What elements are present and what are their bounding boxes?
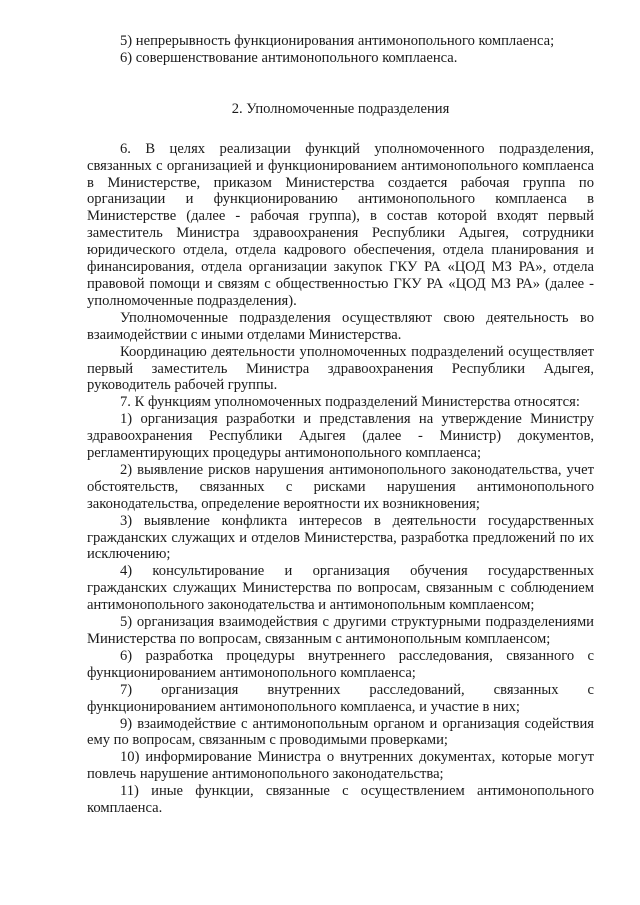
- paragraph: Координацию деятельности уполномоченных подразделений осуществляет первый заместитель Министра здравоохранения Республики Адыгея, руководитель рабочей группы.: [87, 343, 594, 394]
- list-item: 7) организация внутренних расследований, связанных с функционированием антимонопольного комплаенса, и участие в них;: [87, 681, 594, 715]
- paragraph: 6. В целях реализации функций уполномоченного подразделения, связанных с организацией и функционированием антимонопольного комплаенса в Министерстве, приказом Министерства создается рабочая группа по организации и функционированию антимонопольного комплаенса в Министерстве (далее - рабочая группа), в состав которой входят первый заместитель Министра здравоохранения Республики Адыгея, сотрудники юридического отдела, отдела кадрового обеспечения, отдела планирования и финансирования, отдела организации закупок ГКУ РА «ЦОД МЗ РА», отдела правовой помощи и связям с общественностью ГКУ РА «ЦОД МЗ РА» (далее - уполномоченные подразделения).: [87, 140, 594, 309]
- paragraph: 7. К функциям уполномоченных подразделений Министерства относятся:: [120, 394, 580, 411]
- section-heading: 2. Уполномоченные подразделения: [231, 100, 450, 117]
- list-item: 9) взаимодействие с антимонопольным органом и организация содействия ему по вопросам, связанным с проводимыми проверками;: [87, 715, 594, 749]
- list-item: 10) информирование Министра о внутренних документах, которые могут повлечь нарушение антимонопольного законодательства;: [87, 749, 594, 783]
- list-item: 11) иные функции, связанные с осуществлением антимонопольного комплаенса.: [87, 783, 594, 817]
- list-item: 1) организация разработки и представления на утверждение Министру здравоохранения Республики Адыгея (далее - Министр) документов, регламентирующих процедуры антимонопольного комплаенса;: [87, 411, 594, 462]
- list-item: 3) выявление конфликта интересов в деятельности государственных гражданских служащих и отделов Министерства, разработка предложений по их исключению;: [87, 512, 594, 563]
- list-item: 5) непрерывность функционирования антимонопольного комплаенса;: [120, 33, 555, 49]
- list-item: 4) консультирование и организация обучения государственных гражданских служащих Министерства по вопросам, связанным с соблюдением антимонопольного законодательства и антимонопольным комплаенсом;: [87, 563, 594, 614]
- list-item: 2) выявление рисков нарушения антимонопольного законодательства, учет обстоятельств, связанных с рисками нарушения антимонопольного законодательства, определение вероятности их возникновения;: [87, 461, 594, 512]
- paragraph: Уполномоченные подразделения осуществляют свою деятельность во взаимодействии с иными отделами Министерства.: [87, 309, 594, 343]
- list-item: 5) организация взаимодействия с другими структурными подразделениями Министерства по вопросам, связанным с антимонопольным комплаенсом;: [87, 614, 594, 647]
- list-item: 6) разработка процедуры внутреннего расследования, связанного с функционированием антимонопольного комплаенса;: [87, 647, 594, 681]
- list-item: 6) совершенствование антимонопольного комплаенса.: [120, 49, 458, 66]
